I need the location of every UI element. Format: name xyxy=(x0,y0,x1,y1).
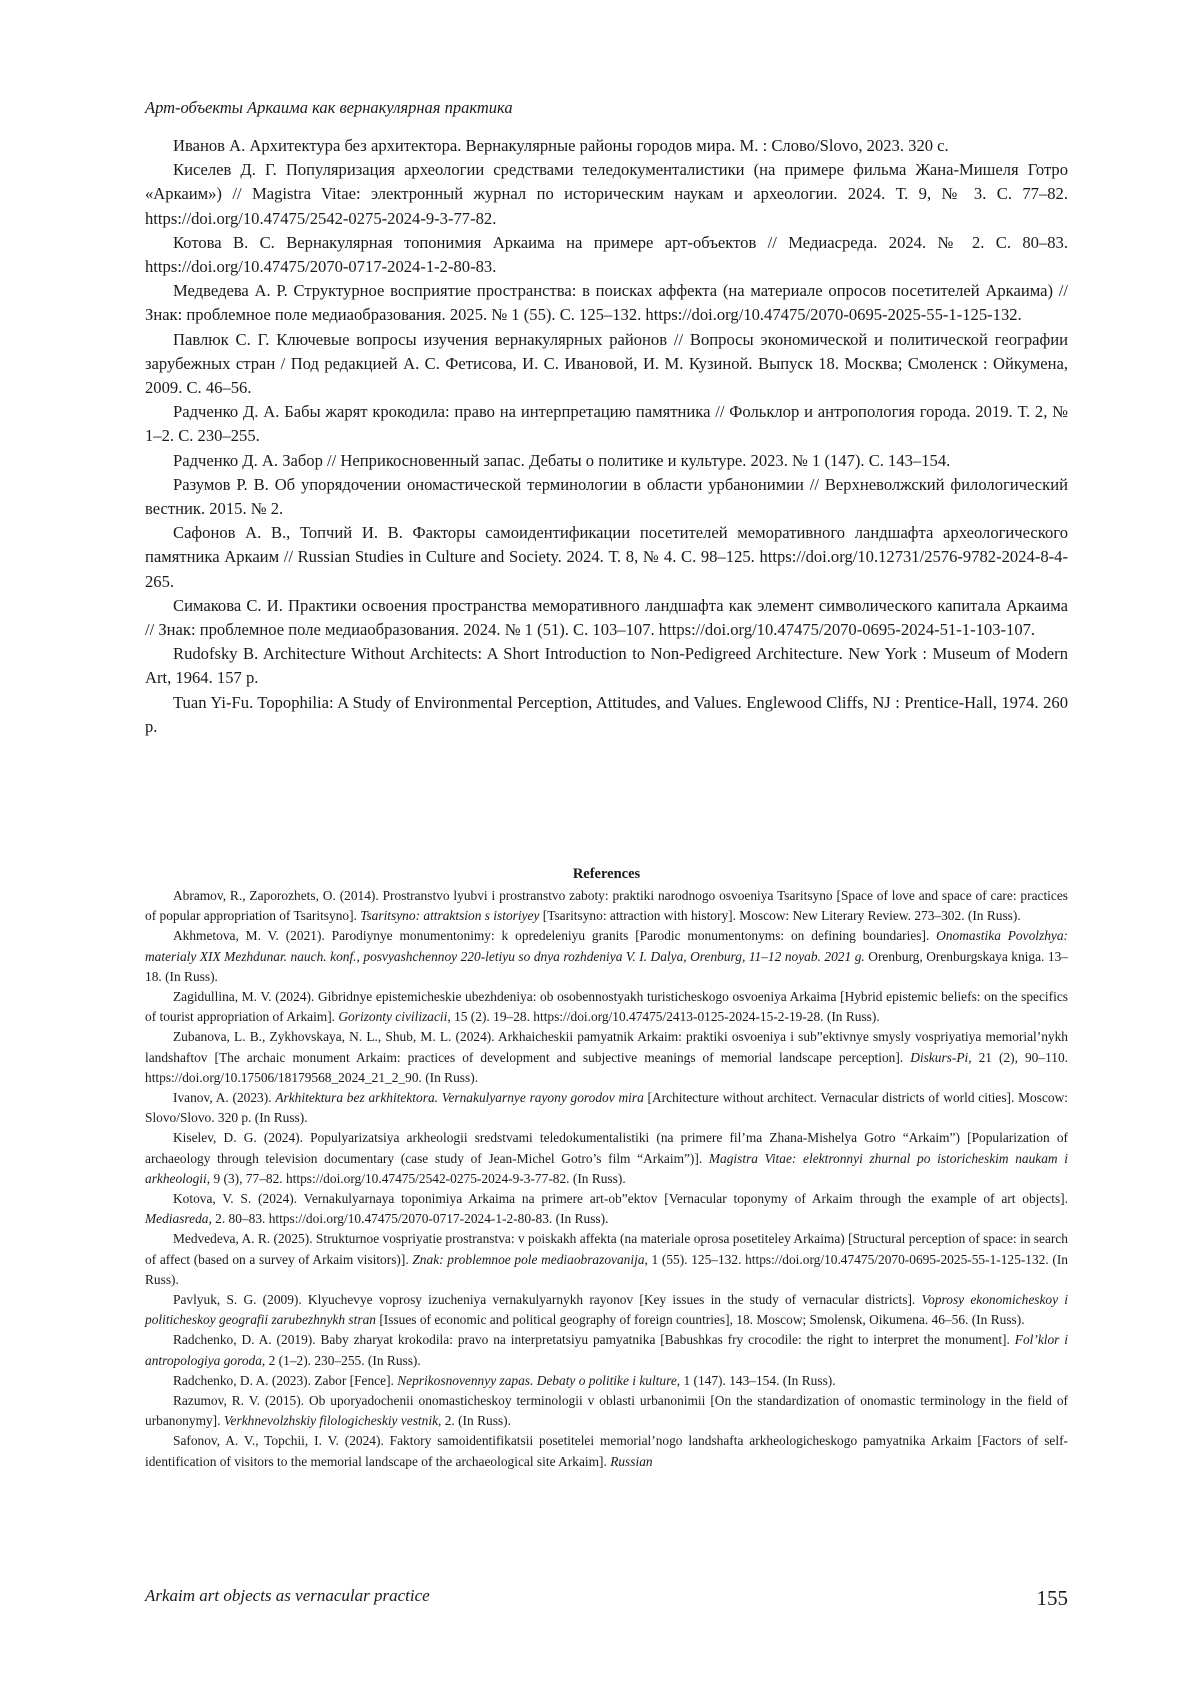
bibliography-entry: Tuan Yi-Fu. Topophilia: A Study of Environmental Perception, Attitudes, and Values. Englewood Cliffs, NJ : Prentice-Hall, 1974. 260 p. xyxy=(145,692,1068,736)
reference-entry: Abramov, R., Zaporozhets, O. (2014). Prostranstvo lyubvi i prostranstvo zaboty: praktiki narodnogo osvoeniya Tsaritsyno [Space of love and space of care: practices of popular appropriation of Tsaritsyno]. Tsaritsyno: attraktsion s istoriyey [Tsaritsyno: attraction with history]. Moscow: New Literary Review. 273–302. (In Russ). xyxy=(145,888,1068,924)
bibliography-entry: Медведева А. Р. Структурное восприятие пространства: в поисках аффекта (на материале опросов посетителей Аркаима) // Знак: проблемное поле медиаобразования. 2025. № 1 (55). С. 125–132. https://doi.org/10.47475/2070-0695-2025-55-1-125-132. xyxy=(145,281,1068,325)
reference-entry: Akhmetova, M. V. (2021). Parodiynye monumentonimy: k opredeleniyu granits [Parodic monumentonyms: on defining boundaries]. Onomastika Povolzhya: materialy XIX Mezhdunar. nauch. konf., posvyashchennoy 220-letiyu so dnya rozhdeniya V. I. Dalya, Orenburg, 11–12 noyab. 2021 g. Orenburg, Orenburgskaya kniga. 13–18. (In Russ). xyxy=(145,928,1068,984)
bibliography-entry: Радченко Д. А. Бабы жарят крокодила: право на интерпретацию памятника // Фольклор и антропология города. 2019. Т. 2, № 1–2. С. 230–255. xyxy=(145,402,1068,446)
bibliography-entry: Иванов А. Архитектура без архитектора. Вернакулярные районы городов мира. М. : Слово/Slovo, 2023. 320 с. xyxy=(173,136,949,155)
references-heading: References xyxy=(572,866,641,882)
reference-entry: Zagidullina, M. V. (2024). Gibridnye epistemicheskie ubezhdeniya: ob osobennostyakh turisticheskogo osvoeniya Arkaima [Hybrid epistemic beliefs: on the specifics of tourist appropriation of Arkaim]. Gorizonty civilizacii, 15 (2). 19–28. https://doi.org/10.47475/2413-0125-2024-15-2-19-28. (In Russ). xyxy=(145,989,1068,1025)
reference-entry: Zubanova, L. B., Zykhovskaya, N. L., Shub, M. L. (2024). Arkhaicheskii pamyatnik Arkaim: praktiki osvoeniya i sub”ektivnye smysly vospriyatiya memorial’nykh landshaftov [The archaic monument Arkaim: practices of development and subjective meanings of memorial landscape perception]. Diskurs-Pi, 21 (2), 90–110. https://doi.org/10.17506/18179568_2024_21_2_90. (In Russ). xyxy=(145,1029,1068,1085)
reference-entry: Radchenko, D. A. (2019). Baby zharyat krokodila: pravo na interpretatsiyu pamyatnika [Babushkas fry crocodile: the right to interpret the monument]. Fol’klor i antropologiya goroda, 2 (1–2). 230–255. (In Russ). xyxy=(145,1332,1068,1368)
reference-entry: Pavlyuk, S. G. (2009). Klyuchevye voprosy izucheniya vernakulyarnykh rayonov [Key issues in the study of vernacular districts]. Voprosy ekonomicheskoy i politicheskoy geografii zarubezhnykh stran [Issues of economic and political geography of foreign countries], 18. Moscow; Smolensk, Oikumena. 46–56. (In Russ). xyxy=(145,1292,1068,1328)
references-list xyxy=(145,886,1068,1472)
reference-entry: Kiselev, D. G. (2024). Populyarizatsiya arkheologii sredstvami teledokumentalistiki (na primere fil’ma Zhana-Mishelya Gotro “Arkaim”) [Popularization of archaeology through television documentary (case study of Jean-Michel Gotro’s film “Arkaim”)]. Magistra Vitae: elektronnyi zhurnal po istoricheskim naukam i arkheologii, 9 (3), 77–82. https://doi.org/10.47475/2542-0275-2024-9-3-77-82. (In Russ). xyxy=(145,1130,1068,1186)
bibliography-entry: Rudofsky B. Architecture Without Architects: A Short Introduction to Non-Pedigreed Architecture. New York : Museum of Modern Art, 1964. 157 p. xyxy=(145,644,1068,688)
reference-entry: Safonov, A. V., Topchii, I. V. (2024). Faktory samoidentifikatsii posetitelei memorial’nogo landshafta arkheologicheskogo pamyatnika Arkaim [Factors of self-identification of visitors to the memorial landscape of the archaeological site Arkaim]. Russian xyxy=(145,1433,1068,1469)
bibliography-entry: Киселев Д. Г. Популяризация археологии средствами теледокументалистики (на примере фильма Жана-Мишеля Готро «Аркаим») // Magistra Vitae: электронный журнал по историческим наукам и археологии. 2024. Т. 9, № 3. С. 77–82. https://doi.org/10.47475/2542-0275-2024-9-3-77-82. xyxy=(145,160,1068,228)
page-number: 155 xyxy=(1036,1586,1068,1610)
bibliography-entry: Павлюк С. Г. Ключевые вопросы изучения вернакулярных районов // Вопросы экономической и политической географии зарубежных стран / Под редакцией А. С. Фетисова, И. С. Ивановой, И. М. Кузиной. Выпуск 18. Москва; Смоленск : Ойкумена, 2009. С. 46–56. xyxy=(145,329,1068,398)
bibliography-list xyxy=(145,134,1068,739)
running-header: Арт-объекты Аркаима как вернакулярная практика xyxy=(145,98,513,117)
bibliography-entry: Разумов Р. В. Об упорядочении ономастической терминологии в области урбанонимии // Верхневолжский филологический вестник. 2015. № 2. xyxy=(145,474,1068,519)
reference-entry: Ivanov, A. (2023). Arkhitektura bez arkhitektora. Vernakulyarnye rayony gorodov mira [Architecture without architect. Vernacular districts of world cities]. Moscow: Slovo/Slovo. 320 p. (In Russ). xyxy=(145,1090,1068,1126)
bibliography-entry: Симакова С. И. Практики освоения пространства меморативного ландшафта как элемент символического капитала Аркаима // Знак: проблемное поле медиаобразования. 2024. № 1 (51). С. 103–107. https://doi.org/10.47475/2070-0695-2024-51-1-103-107. xyxy=(145,595,1068,640)
reference-entry: Medvedeva, A. R. (2025). Strukturnoe vospriyatie prostranstva: v poiskakh affekta (na materiale oprosa posetiteley Arkaima) [Structural perception of space: in search of affect (based on a survey of Arkaim visitors)]. Znak: problemnoe pole mediaobrazovanija, 1 (55). 125–132. https://doi.org/10.47475/2070-0695-2025-55-1-125-132. (In Russ). xyxy=(145,1231,1068,1287)
reference-entry: Kotova, V. S. (2024). Vernakulyarnaya toponimiya Arkaima na primere art-ob”ektov [Vernacular toponymy of Arkaim through the example of art objects]. Mediasreda, 2. 80–83. https://doi.org/10.47475/2070-0717-2024-1-2-80-83. (In Russ). xyxy=(145,1191,1068,1227)
bibliography-entry: Котова В. С. Вернакулярная топонимия Аркаима на примере арт-объектов // Медиасреда. 2024. № 2. С. 80–83. https://doi.org/10.47475/2070-0717-2024-1-2-80-83. xyxy=(145,232,1068,277)
bibliography-entry: Сафонов А. В., Топчий И. В. Факторы самоидентификации посетителей меморативного ландшафта археологического памятника Аркаим // Russian Studies in Culture and Society. 2024. Т. 8, № 4. С. 98–125. https://doi.org/10.12731/2576-9782-2024-8-4-265. xyxy=(145,523,1068,591)
bibliography-entry: Радченко Д. А. Забор // Неприкосновенный запас. Дебаты о политике и культуре. 2023. № 1 (147). С. 143–154. xyxy=(173,450,951,470)
footer-title: Arkaim art objects as vernacular practice xyxy=(145,1586,430,1605)
reference-entry: Radchenko, D. A. (2023). Zabor [Fence]. Neprikosnovennyy zapas. Debaty o politike i kulture, 1 (147). 143–154. (In Russ). xyxy=(173,1372,836,1388)
reference-entry: Razumov, R. V. (2015). Ob uporyadochenii onomasticheskoy terminologii v oblasti urbanonimii [On the standardization of onomastic terminology in the field of urbanonymy]. Verkhnevolzhskiy filologicheskiy vestnik, 2. (In Russ). xyxy=(145,1393,1068,1429)
